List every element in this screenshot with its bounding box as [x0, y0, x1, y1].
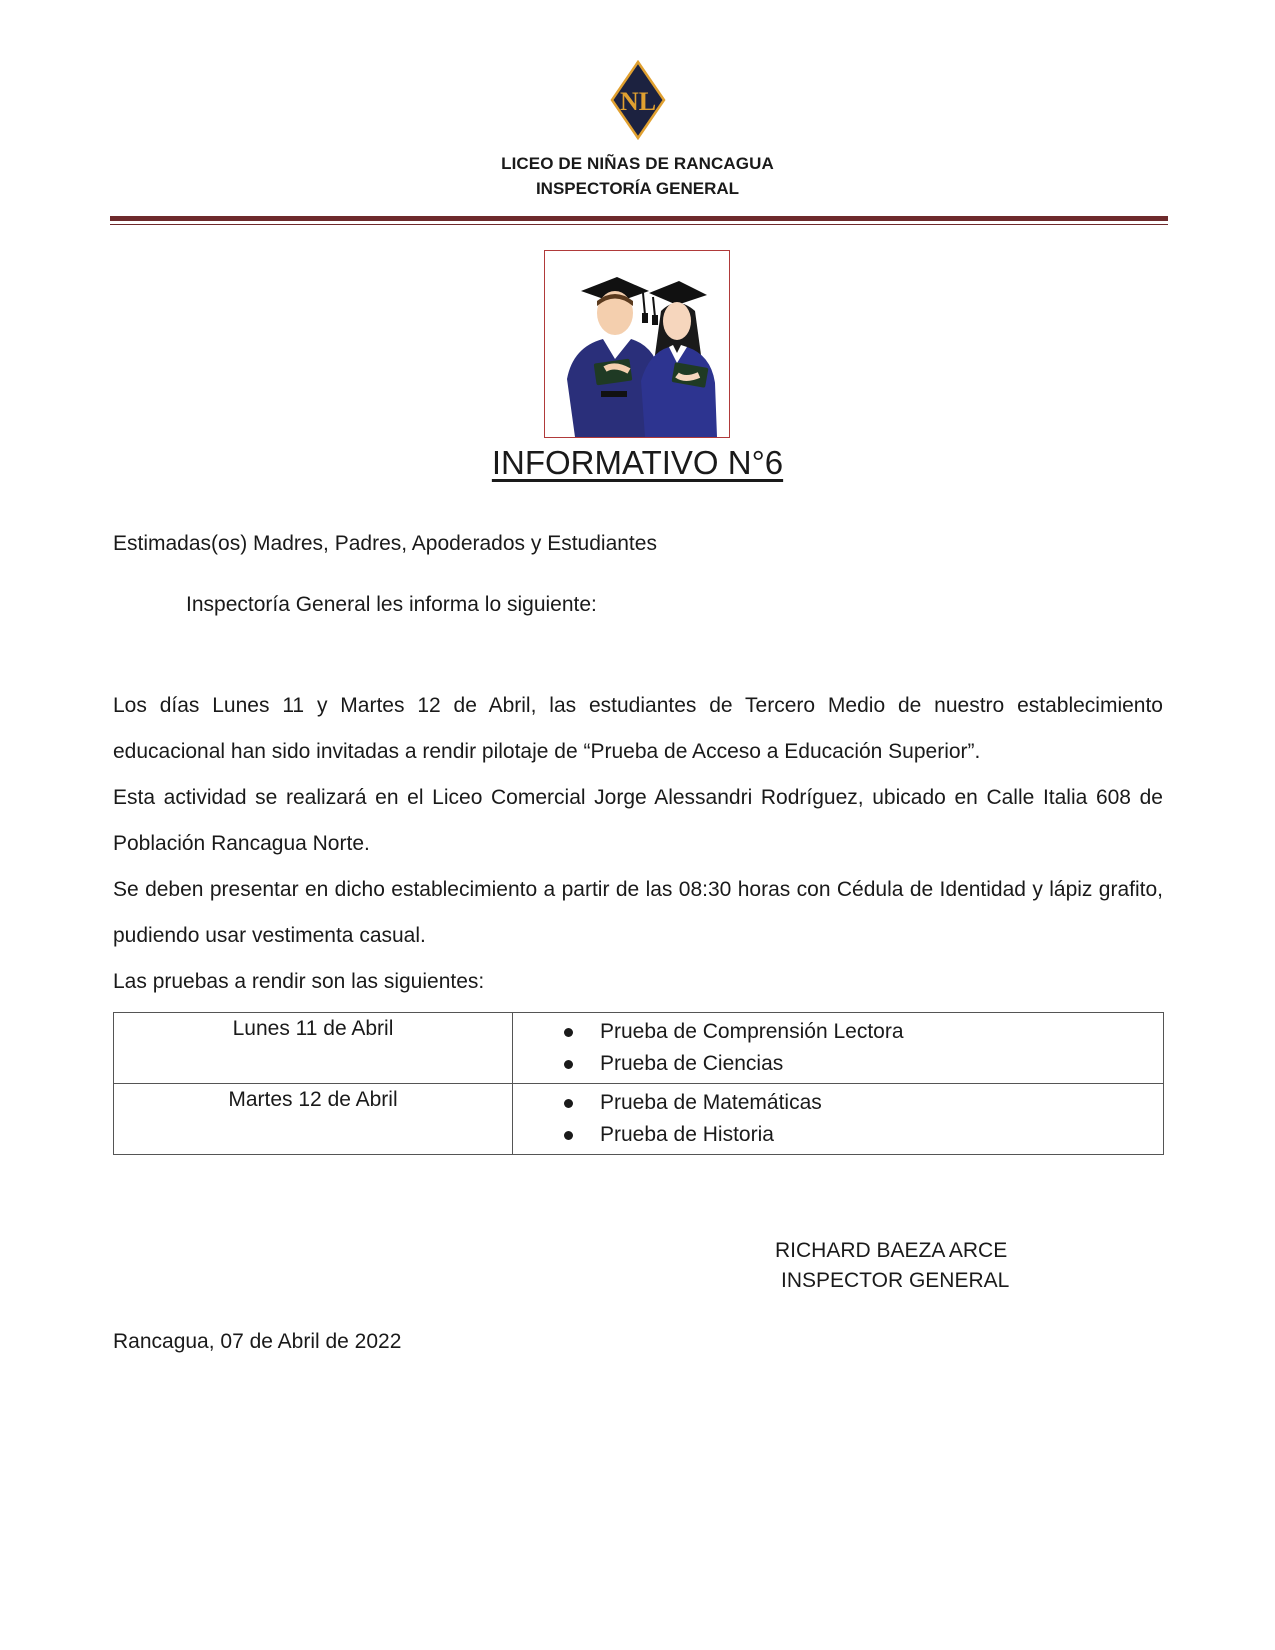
department-name: INSPECTORÍA GENERAL: [535, 179, 740, 198]
list-item: [513, 1017, 1163, 1049]
school-logo: [610, 60, 666, 140]
paragraph: Los días Lunes 11 y Martes 12 de Abril, las estudiantes de Tercero Medio de nuestro establecimiento educacional han sido invitadas a rendir pilotaje de “Prueba de Acceso a Educación Superior”.: [113, 694, 1163, 763]
list-item: [513, 1088, 1163, 1120]
test-name: Prueba de Matemáticas: [600, 1091, 822, 1114]
day-cell: Martes 12 de Abril: [114, 1084, 513, 1155]
header-rule-thick: [110, 216, 1168, 221]
tests-cell: [513, 1084, 1164, 1155]
greeting: Estimadas(os) Madres, Padres, Apoderados y Estudiantes: [113, 532, 657, 555]
bullet-icon: [564, 1131, 573, 1140]
header-rule-thin: [110, 224, 1168, 225]
list-item: [513, 1120, 1163, 1152]
school-name: LICEO DE NIÑAS DE RANCAGUA: [501, 154, 774, 173]
intro-line: Inspectoría General les informa lo siguiente:: [186, 593, 597, 616]
test-name: Prueba de Ciencias: [600, 1052, 784, 1075]
paragraph: Las pruebas a rendir son las siguientes:: [113, 970, 485, 993]
logo-lettering: NL: [619, 87, 657, 116]
table-row: [114, 1084, 1164, 1155]
day-cell: Lunes 11 de Abril: [114, 1013, 513, 1084]
schedule-table: [113, 1012, 1164, 1155]
body-paragraphs: [113, 683, 1163, 1005]
test-name: Prueba de Historia: [600, 1123, 774, 1146]
bullet-icon: [564, 1028, 573, 1037]
list-item: [513, 1049, 1163, 1081]
signer-name: RICHARD BAEZA ARCE: [775, 1239, 1008, 1262]
bullet-icon: [564, 1099, 573, 1108]
paragraph: Esta actividad se realizará en el Liceo Comercial Jorge Alessandri Rodríguez, ubicado en Calle Italia 608 de Población Rancagua Norte.: [113, 786, 1163, 855]
test-name: Prueba de Comprensión Lectora: [600, 1020, 904, 1043]
tests-cell: [513, 1013, 1164, 1084]
graduates-illustration: [544, 250, 730, 438]
document-title-text: INFORMATIVO N°6: [491, 444, 784, 481]
bullet-icon: [564, 1060, 573, 1069]
place-date: Rancagua, 07 de Abril de 2022: [113, 1330, 402, 1353]
table-row: [114, 1013, 1164, 1084]
document-title: [0, 444, 1275, 482]
graduates-image: [545, 251, 729, 437]
signer-title: INSPECTOR GENERAL: [781, 1269, 1010, 1292]
paragraph: Se deben presentar en dicho establecimiento a partir de las 08:30 horas con Cédula de Identidad y lápiz grafito, pudiendo usar vestimenta casual.: [113, 878, 1163, 947]
